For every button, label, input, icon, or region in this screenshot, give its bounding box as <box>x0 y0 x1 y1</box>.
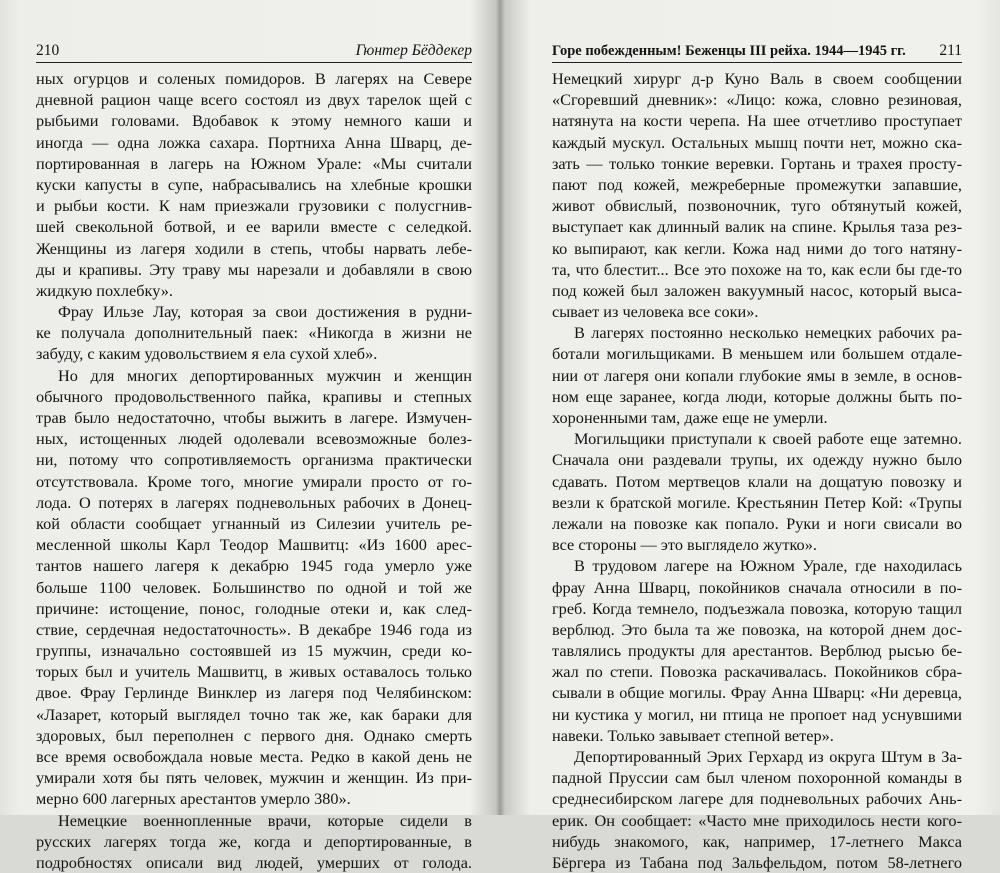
text-line: ствие, сердечная недостаточность». В декабре 1946 года из <box>36 619 472 639</box>
text-line: тантов нашего лагеря к декабрю 1945 года умерло уже <box>36 556 472 576</box>
text-line: лода. О потерях в лагерях подневольных рабочих в Донец- <box>36 492 472 512</box>
text-line: натянута на кости черепа. На шее отчетливо проступает <box>552 111 962 131</box>
text-line: тавлялись продукты для арестантов. Верблюд рысью бе- <box>552 641 962 661</box>
text-line: живот обвислый, позвоночник, туго обтянутый кожей, <box>552 196 962 216</box>
text-line: В трудовом лагере на Южном Урале, где находилась <box>574 556 962 576</box>
left-page-number: 210 <box>36 42 60 59</box>
text-line: группы, изначально состоявшей из 15 мужчин, среди ко- <box>36 641 472 661</box>
right-running-head <box>552 40 962 63</box>
right-page-number: 211 <box>939 42 962 59</box>
text-line: сывает из человека все соки». <box>552 302 759 322</box>
text-line: ке получала дополнительный паек: «Никогда в жизни не <box>36 323 472 343</box>
text-line: Немецкие военнопленные врачи, которые сидели в <box>58 810 472 830</box>
text-line: рыбьими головами. Вдобавок к этому немного каши и <box>36 111 472 131</box>
text-line: русских лагерях тогда же, когда и депортированные, в <box>36 831 472 851</box>
text-line: Женщины из лагеря ходили в степь, чтобы нарвать лебе- <box>36 238 472 258</box>
text-line: ных огурцов и соленых помидоров. В лагерях на Севере <box>36 69 472 88</box>
text-line: Депортированный Эрих Герхард из округа Штум в За- <box>574 747 962 766</box>
text-line: портированная в лагерь на Южном Урале: «Мы считали <box>36 153 472 173</box>
right-body-text <box>552 68 962 873</box>
text-line: месленной школы Карл Теодор Машвитц: «Из 1600 арес- <box>36 535 472 555</box>
text-line: сдавать. Потом мертвецов клали на дощатую повозку и <box>552 471 962 491</box>
text-line: под кожей был заложен вакуумный насос, который выса- <box>552 280 962 300</box>
text-line: падной Пруссии сам был членом похоронной команды в <box>552 768 962 788</box>
text-line: зать — только тонкие веревки. Гортань и трахея просту- <box>552 153 962 173</box>
text-line: шей свекольной ботвой, и ее варили вместе с селедкой. <box>36 217 472 237</box>
text-line: забуду, с каким удовольствием я ела сухой хлеб». <box>36 344 378 364</box>
text-line: ко выпирают, как кегли. Кожа над ними до того натяну- <box>552 238 962 258</box>
text-line: и рыбьи кости. К нам приезжали грузовики с полусгнив- <box>36 196 472 216</box>
text-line: лежали на повозке как попало. Руки и ноги свисали во <box>552 513 962 533</box>
text-line: иногда — одна ложка сахара. Портниха Анна Шварц, де- <box>36 132 472 152</box>
text-line: Немецкий хирург д-р Куно Валь в своем сообщении <box>552 69 962 88</box>
text-line: жал по степи. Повозка раскачивалась. Покойников сбра- <box>552 662 962 682</box>
text-line: отсутствовала. Кроме того, многие умирали просто от го- <box>36 471 472 491</box>
text-line: все стороны — это выглядело жутко». <box>552 535 817 555</box>
text-line: причине: истощение, понос, голодные отеки и, как след- <box>36 598 472 618</box>
text-line: «Лазарет, который выглядел точно так же, как бараки для <box>36 704 472 724</box>
text-line: здоровых, был переполнен с первого дня. Однако смерть <box>36 725 472 745</box>
left-running-title: Гюнтер Бёддекер <box>355 42 472 59</box>
text-line: Могильщики приступали к своей работе еще затемно. <box>574 429 962 449</box>
text-line: везли к братской могиле. Крестьянин Петер Кой: «Трупы <box>552 492 962 512</box>
text-line: ни кустика у могил, ни птица не пропоет над уснувшими <box>552 704 962 724</box>
text-line: пают под кожей, межреберные промежутки запавшие, <box>552 174 962 194</box>
text-line: дневной рацион чаще всего состоял из двух тарелок щей с <box>36 90 472 110</box>
text-line: выступает как длинный валик на спине. Крылья таза рез- <box>552 217 962 237</box>
text-line: сывали в общие могилы. Фрау Анна Шварц: «Ни деревца, <box>552 683 962 703</box>
text-line: греб. Когда темнело, подъезжала повозка, которую тащил <box>552 598 962 618</box>
text-line: ных, истощенных людей одолевали всевозможные болез- <box>36 429 472 449</box>
text-line: среднесибирском лагере для подневольных рабочих Ань- <box>552 789 962 809</box>
text-line: навеки. Только завывает степной ветер». <box>552 725 834 745</box>
text-line: подробностях описали вид людей, умерших от голода. <box>36 852 472 872</box>
text-line: ботали могильщиками. В меньшем или большем отдале- <box>552 344 962 364</box>
text-line: ном еще заранее, когда люди, которые должны быть по- <box>552 386 962 406</box>
text-line: ни, потому что сопротивляемость организма практически <box>36 450 472 470</box>
text-line: кой области сообщает угнанный из Силезии учитель ре- <box>36 513 472 533</box>
text-line: хороненными там, даже еще не умерли. <box>552 408 828 427</box>
text-line: умирали хотя бы пять человек, мужчин и женщин. Из при- <box>36 768 472 788</box>
text-line: трав было недостаточно, чтобы выжить в лагере. Измучен- <box>36 408 472 427</box>
text-line: куски капусты в супе, набрасывались на хлебные крошки <box>36 174 472 194</box>
text-line: нибудь знакомого, как, например, 17-летнего Макса <box>552 831 962 851</box>
text-line: верблюд. Это была та же повозка, на которой днем дос- <box>552 619 962 639</box>
right-running-title: Горе побежденным! Беженцы III рейха. 1944—1945 гг. <box>552 43 906 59</box>
text-line: ды и крапивы. Эту траву мы нарезали и добавляли в свою <box>36 259 472 279</box>
left-running-head <box>36 40 472 63</box>
text-line: фрау Анна Шварц, покойников сначала относили в по- <box>552 577 962 597</box>
text-line: жидкую похлебку». <box>36 280 173 300</box>
text-line: та, что блестит... Все это похоже на то, как если бы где-то <box>552 259 962 279</box>
text-line: «Сгоревший дневник»: «Лицо: кожа, словно резиновая, <box>552 90 962 110</box>
text-line: каждый мускул. Остальных мышц почти нет, можно ска- <box>552 132 962 152</box>
left-body-text <box>36 68 472 873</box>
text-line: двое. Фрау Герлинде Винклер из лагеря под Челябинском: <box>36 683 472 703</box>
text-line: обычного продовольственного пайка, крапивы и степных <box>36 386 472 406</box>
text-line: Сначала они раздевали трупы, их одежду нужно было <box>552 450 962 470</box>
text-line: нии от лагеря они копали глубокие ямы в земле, в основ- <box>552 365 962 385</box>
text-line: В лагерях постоянно несколько немецких рабочих ра- <box>574 323 962 343</box>
text-line: торых был и учитель Машвитц, в живых оставалось только <box>36 662 472 682</box>
text-line: Бёргера из Табана под Зальфельдом, потом 58-летнего <box>552 852 962 872</box>
text-line: ерик. Он сообщает: «Часто мне приходилось нести кого- <box>552 810 962 830</box>
text-line: Но для многих депортированных мужчин и женщин <box>58 365 472 385</box>
text-line: мерно 600 лагерных арестантов умерло 380». <box>36 789 351 809</box>
text-line: Фрау Ильзе Лау, которая за свои достижения в рудни- <box>58 302 472 322</box>
text-line: больше 1100 человек. Большинство по одной и той же <box>36 577 472 597</box>
text-line: все время освобождала новые места. Редко в какой день не <box>36 747 472 766</box>
